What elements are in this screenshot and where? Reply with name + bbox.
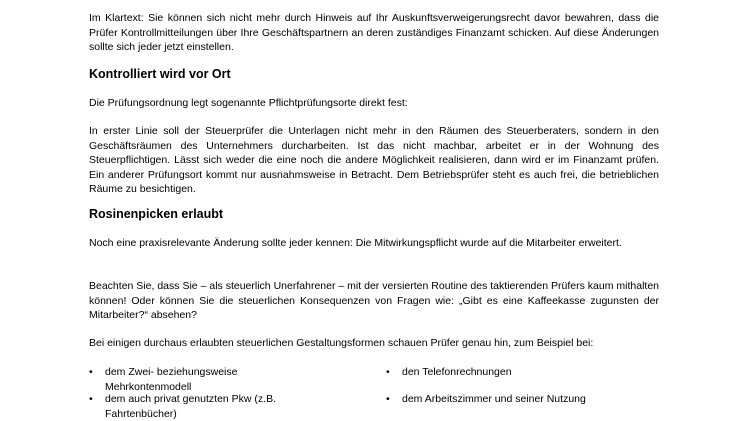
paragraph-mitwirkungspflicht: Noch eine praxisrelevante Änderung sollte jeder kennen: Die Mitwirkungspflicht wurde auf die Mitarbeiter erweitert.: [89, 237, 622, 249]
bullet-icon: •: [89, 366, 93, 378]
heading-rosinenpicken: Rosinenpicken erlaubt: [89, 207, 224, 221]
heading-kontrolliert-vor-ort: Kontrolliert wird vor Ort: [89, 67, 231, 81]
paragraph-beachten-sie: Beachten Sie, dass Sie – als steuerlich Unerfahrener – mit der versierten Routine des taktierenden Prüfers kaum mithalten können! Oder können Sie die steuerlichen Konsequenzen von Fragen wie: „Gibt es eine Kaffeekasse zugunsten der Mitarbeiter?“ absehen?: [89, 280, 659, 321]
paragraph-klartext: Im Klartext: Sie können sich nicht mehr durch Hinweis auf Ihr Auskunftsverweigerungsrecht davor bewahren, dass die Prüfer Kontrollmitteilungen über Ihre Geschäftspartnern an deren zuständiges Finanzamt schicken. Auf diese Änderungen sollte sich jeder jetzt einstellen.: [89, 12, 659, 53]
paragraph-erster-linie: In erster Linie soll der Steuerprüfer die Unterlagen nicht mehr in den Räumen des Steuerberaters, sondern in den Geschäftsräumen des Unternehmers durcharbeiten. Ist das nicht machbar, arbeitet er in der Wohnung des Steuerpflichtigen. Lässt sich weder die eine noch die andere Möglichkeit realisieren, dann wird er im Finanzamt prüfen. Ein anderer Prüfungsort kommt nur ausnahmsweise in Betracht. Dem Betriebsprüfer steht es auch frei, die betrieblichen Räume zu besichtigen.: [89, 125, 659, 195]
list-item-text: dem auch privat genutzten Pkw (z.B. Fahrtenbücher): [105, 393, 276, 420]
list-item-text: dem Zwei- beziehungsweise Mehrkontenmodell: [105, 366, 238, 393]
bullet-icon: •: [89, 393, 93, 405]
list-item-text: den Telefonrechnungen: [402, 366, 512, 378]
paragraph-pruefungsordnung: Die Prüfungsordnung legt sogenannte Pflichtprüfungsorte direkt fest:: [89, 97, 408, 109]
bullet-icon: •: [386, 393, 390, 405]
bullet-icon: •: [386, 366, 390, 378]
paragraph-gestaltungsformen: Bei einigen durchaus erlaubten steuerlichen Gestaltungsformen schauen Prüfer genau hin, zum Beispiel bei:: [89, 337, 594, 349]
list-item-text: dem Arbeitszimmer und seiner Nutzung: [402, 393, 586, 405]
